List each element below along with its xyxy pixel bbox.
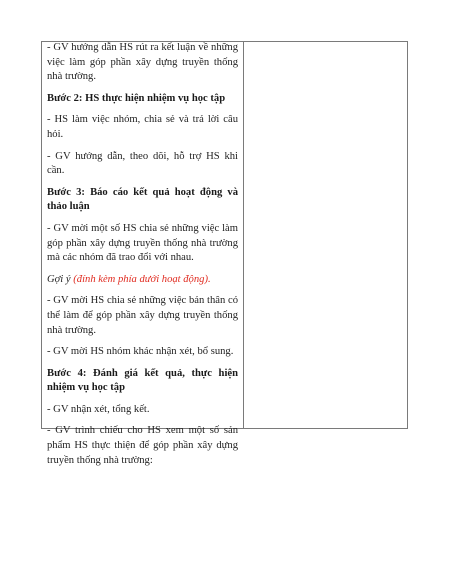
- teacher-support-paragraph: - GV hướng dẫn, theo dõi, hỗ trợ HS khi cần.: [47, 150, 238, 177]
- peer-review-paragraph: - GV mời HS nhóm khác nhận xét, bổ sung.: [47, 346, 234, 358]
- hint-note: (đính kèm phía dưới hoạt động).: [73, 273, 211, 285]
- share-paragraph: - GV mời một số HS chia sẻ những việc làm góp phần xây dựng truyền thống nhà trường mà các nhóm đã trao đổi với nhau.: [47, 222, 238, 264]
- conclusion-paragraph: - GV hướng dẫn HS rút ra kết luận về những việc làm góp phần xây dựng truyền thống nhà trường.: [47, 42, 238, 83]
- hint-paragraph: [47, 273, 238, 288]
- step-2-heading: Bước 2: HS thực hiện nhiệm vụ học tập: [47, 92, 226, 104]
- group-work-paragraph: - HS làm việc nhóm, chia sẻ và trả lời câu hỏi.: [47, 114, 238, 140]
- step-4-heading: Bước 4: Đánh giá kết quả, thực hiện nhiệm vụ học tập: [47, 367, 238, 394]
- slideshow-paragraph: - GV trình chiếu cho HS xem một số sản phẩm HS thực thiện để góp phần xây dựng truyền thống nhà trường:: [47, 425, 238, 466]
- activity-cell: [42, 42, 244, 466]
- self-share-paragraph: - GV mời HS chia sẻ những việc bản thân có thể làm để góp phần xây dựng truyền thống nhà trường.: [47, 295, 238, 336]
- step-3-heading: Bước 3: Báo cáo kết quả hoạt động và thảo luận: [47, 186, 238, 213]
- hint-label: Gợi ý: [47, 273, 71, 285]
- lesson-table: [41, 41, 408, 466]
- empty-cell: [244, 42, 407, 428]
- summary-paragraph: - GV nhận xét, tổng kết.: [47, 403, 150, 415]
